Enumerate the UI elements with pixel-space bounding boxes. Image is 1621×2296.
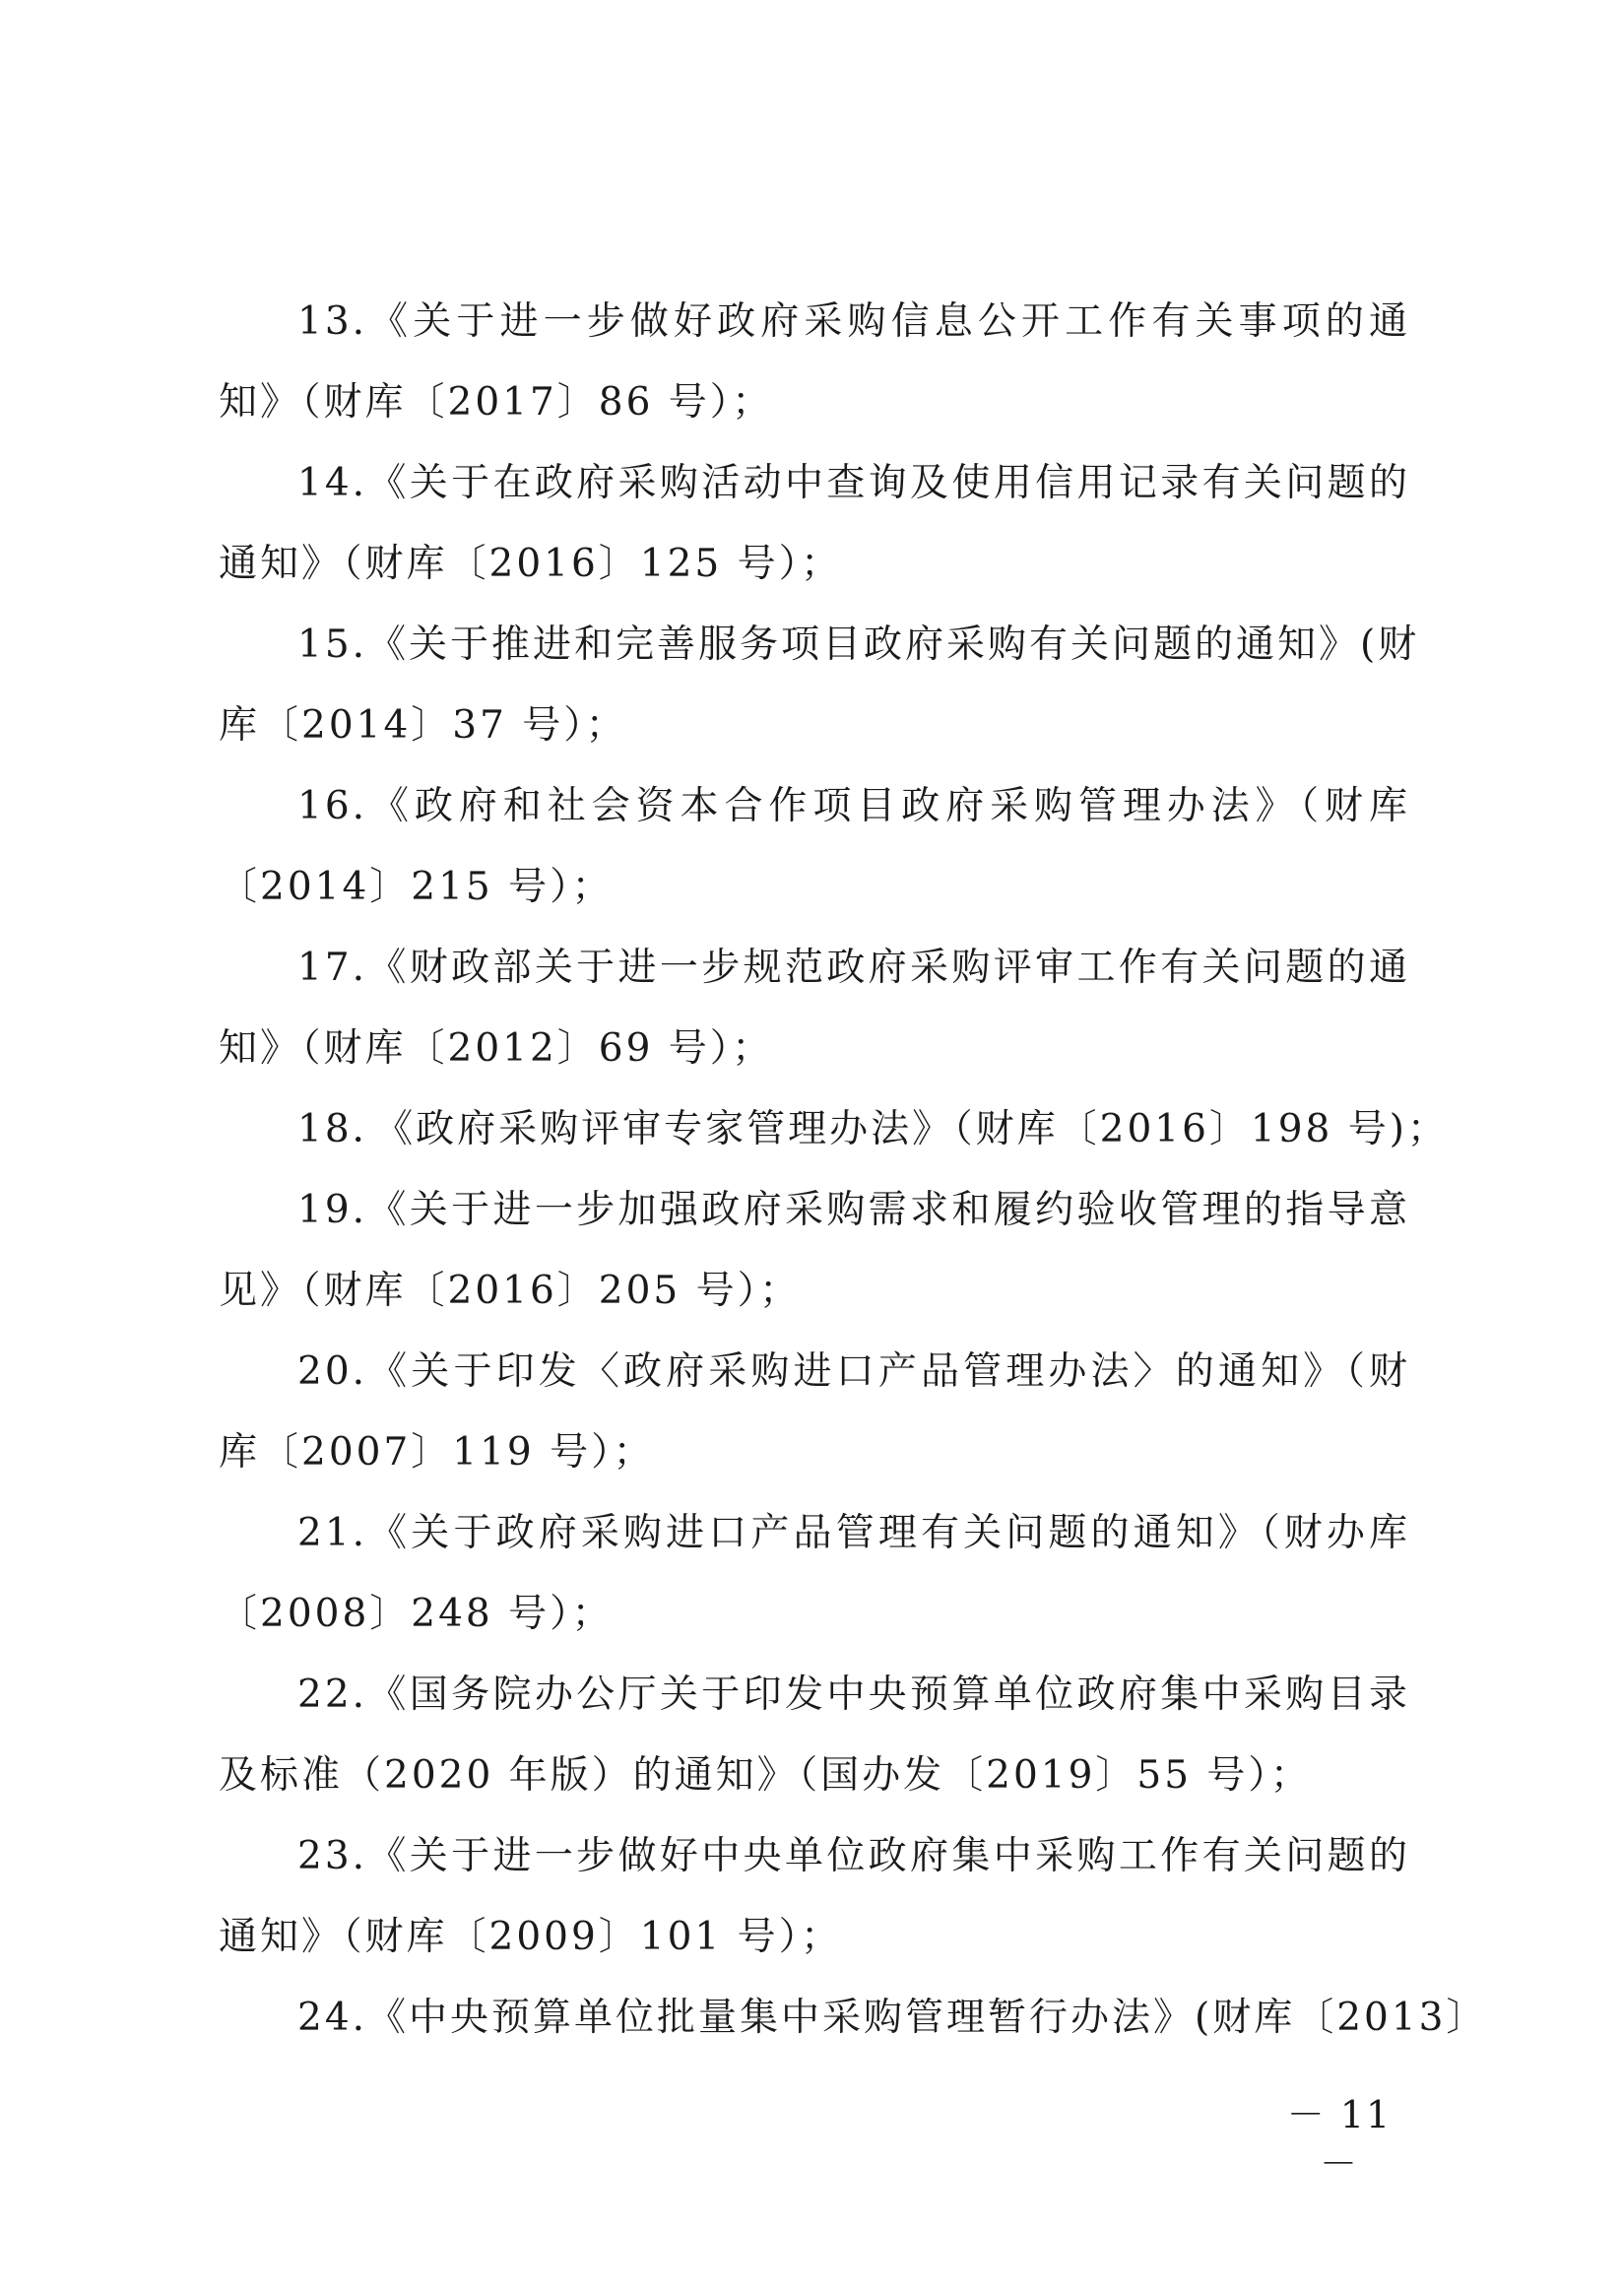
list-item-22-line-2: 及标准（2020 年版）的通知》（国办发〔2019〕55 号）； (219, 1753, 1312, 1798)
list-item-18-line-1: 18．《政府采购评审专家管理办法》（财库〔2016〕198 号)； (297, 1107, 1449, 1151)
list-item-13-line-2: 知》（财库〔2017〕86 号）； (219, 380, 774, 425)
list-item-23-line-2: 通知》（财库〔2009〕101 号）； (219, 1915, 843, 1959)
list-item-21-line-2: 〔2008〕248 号）； (219, 1592, 614, 1636)
list-item-13-line-1: 13.《关于进一步做好政府采购信息公开工作有关事项的通 (297, 299, 1410, 344)
list-item-20-line-1: 20.《关于印发〈政府采购进口产品管理办法〉的通知》（财 (297, 1349, 1410, 1394)
list-item-17-line-2: 知》（财库〔2012〕69 号）； (219, 1026, 774, 1071)
list-item-17-line-1: 17.《财政部关于进一步规范政府采购评审工作有关问题的通 (297, 946, 1410, 990)
list-item-24-line-1: 24.《中央预算单位批量集中采购管理暂行办法》(财库〔2013〕 (297, 1996, 1488, 2040)
list-item-15-line-1: 15.《关于推进和完善服务项目政府采购有关问题的通知》(财 (297, 623, 1420, 667)
list-item-20-line-2: 库〔2007〕119 号）； (219, 1430, 655, 1475)
list-item-19-line-1: 19.《关于进一步加强政府采购需求和履约验收管理的指导意 (297, 1188, 1410, 1232)
list-item-22-line-1: 22.《国务院办公厅关于印发中央预算单位政府集中采购目录 (297, 1673, 1410, 1717)
page-number: － 11 － (1286, 2093, 1393, 2186)
list-item-14-line-1: 14.《关于在政府采购活动中查询及使用信用记录有关问题的 (297, 461, 1410, 505)
list-item-16-line-1: 16.《政府和社会资本合作项目政府采购管理办法》（财库 (297, 784, 1410, 828)
list-item-14-line-2: 通知》（财库〔2016〕125 号）； (219, 542, 843, 586)
list-item-16-line-2: 〔2014〕215 号）； (219, 865, 614, 909)
list-item-23-line-1: 23.《关于进一步做好中央单位政府集中采购工作有关问题的 (297, 1834, 1410, 1878)
list-item-21-line-1: 21.《关于政府采购进口产品管理有关问题的通知》（财办库 (297, 1511, 1410, 1555)
list-item-15-line-2: 库〔2014〕37 号）； (219, 703, 627, 748)
list-item-19-line-2: 见》（财库〔2016〕205 号）； (219, 1269, 802, 1313)
